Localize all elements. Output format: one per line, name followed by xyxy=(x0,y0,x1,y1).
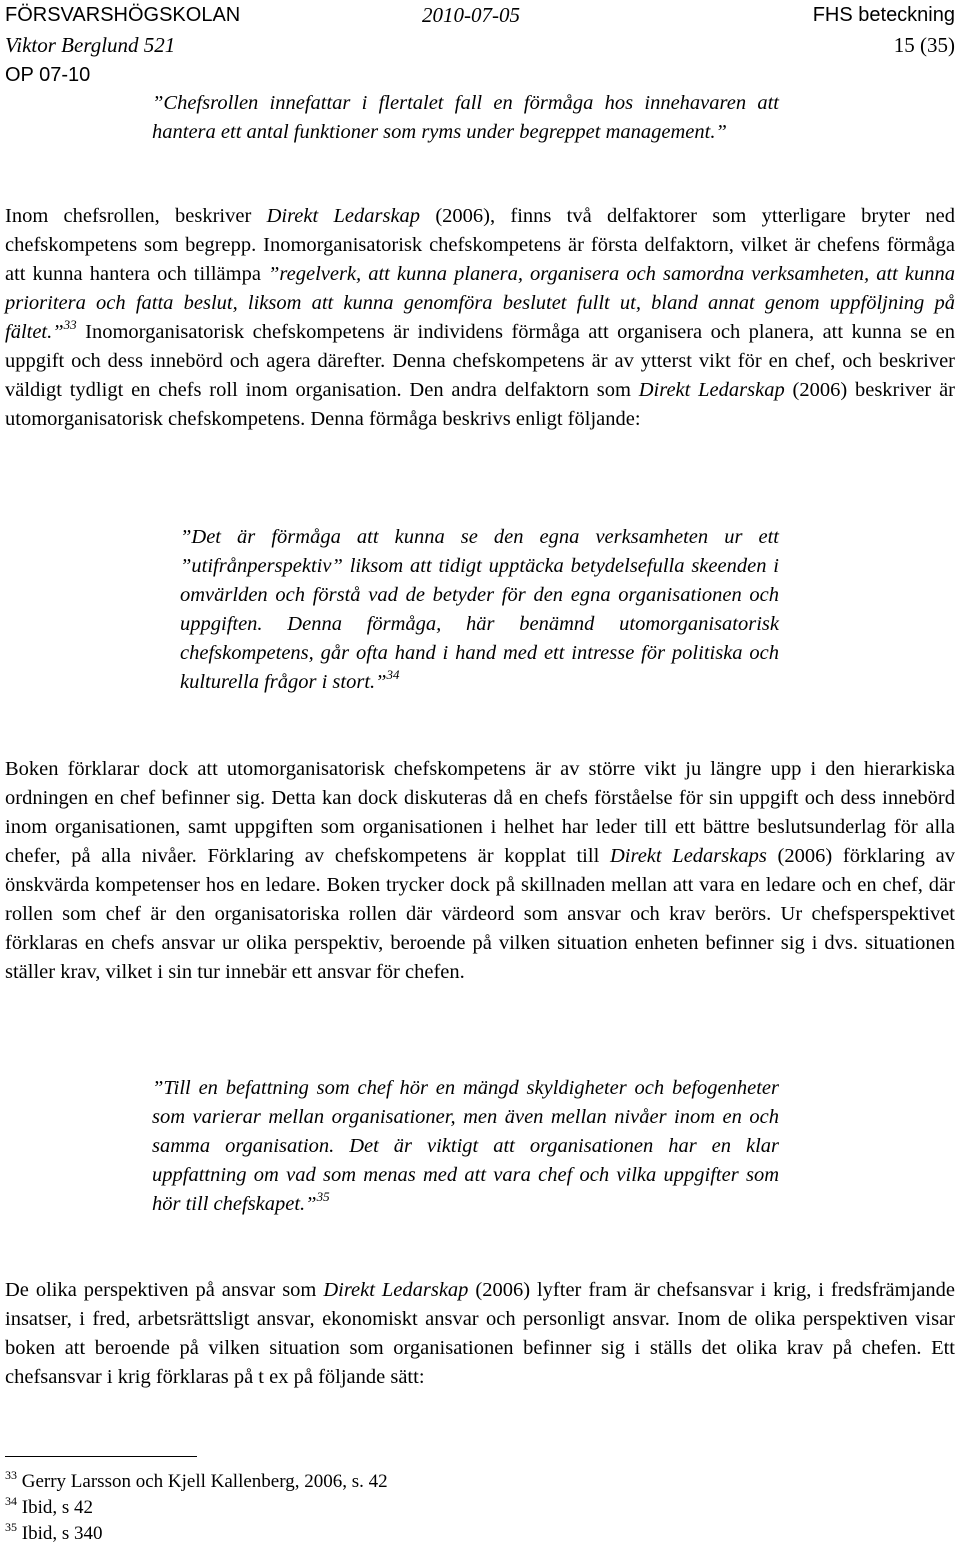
paragraph-3 xyxy=(5,1276,955,1392)
block-quote-3-text: ”Till en befattning som chef hör en mängd skyldigheter och befogenheter som varierar mellan organisationer, men även mellan nivåer inom en och samma organisation. Det är viktigt att organisationen har en klar uppfattning om vad som menas med att vara chef och vilka uppgifter som hör till chefskapet.” xyxy=(152,1077,779,1215)
book-title: Direkt Ledarskap xyxy=(266,205,421,227)
block-quote-3 xyxy=(152,1074,779,1219)
footnote-divider xyxy=(5,1456,197,1457)
paragraph-1-text-b: (2006), finns två delfaktorer som ytterligare bryter ned chefskompetens som begrepp. Inomorganisatorisk chefskompetens är första delfaktorn, vilket är chefens förmåga att kunna hantera och tillämpa xyxy=(5,205,955,285)
block-quote-2 xyxy=(180,523,779,697)
footnote-35 xyxy=(5,1521,388,1547)
header-school: FÖRSVARSHÖGSKOLAN xyxy=(5,4,241,26)
paragraph-3-text-a: De olika perspektiven på ansvar som xyxy=(5,1279,324,1301)
header-designation: FHS beteckning xyxy=(812,4,955,26)
footnotes xyxy=(5,1469,388,1547)
paragraph-2 xyxy=(5,755,955,987)
paragraph-2-text-b: (2006) förklaring av önskvärda kompetenser hos en ledare. Boken trycker dock på skillnaden mellan att vara en ledare och en chef, där rollen som chef är den organisatoriska rollen där värdeord som ansvar och krav berörs. Ur chefsperspektivet förklaras en chefs ansvar ur olika perspektiv, beroende på vilken situation enheten befinner sig i dvs. situationen ställer krav, vilket i sin tur innebär ett ansvar för chefen. xyxy=(5,845,955,983)
footnote-text: Gerry Larsson och Kjell Kallenberg, 2006, s. 42 xyxy=(21,1471,388,1492)
footnote-ref-34: 34 xyxy=(386,667,400,682)
footnote-number: 33 xyxy=(5,1468,17,1482)
footnote-ref-35: 35 xyxy=(316,1189,330,1204)
footnote-number: 34 xyxy=(5,1494,17,1508)
footnote-text: Ibid, s 340 xyxy=(21,1523,103,1544)
page-header xyxy=(5,0,955,90)
paragraph-3-text-b: (2006) lyfter fram är chefsansvar i krig, i fredsfrämjande insatser, i fred, arbetsrättsligt ansvar, ekonomiskt ansvar och personligt ansvar. Inom de olika perspektiven visar boken att beroende på vilken situation som organisationen befinner sig i ställs det olika krav på chefen. Ett chefsansvar i krig förklaras på t ex på följande sätt: xyxy=(5,1279,955,1388)
header-page-number: 15 (35) xyxy=(893,33,955,57)
footnote-33 xyxy=(5,1469,388,1495)
header-course: OP 07-10 xyxy=(5,64,91,86)
paragraph-1 xyxy=(5,202,955,434)
block-quote-1: ”Chefsrollen innefattar i flertalet fall en förmåga hos innehavaren att hantera ett antal funktioner som ryms under begreppet management.” xyxy=(152,92,779,143)
inline-quote: ”regelverk, att kunna planera, organisera och samordna verksamheten, att kunna prioritera och fatta beslut, liksom att kunna genomföra beslutet fullt ut, bland annat genom uppföljning på fältet.” xyxy=(5,263,955,343)
paragraph-1-text-a: Inom chefsrollen, beskriver xyxy=(5,205,267,227)
footnote-number: 35 xyxy=(5,1520,17,1534)
footnote-text: Ibid, s 42 xyxy=(21,1497,93,1518)
paragraph-2-text-a: Boken förklarar dock att utomorganisatorisk chefskompetens är av större vikt ju längre upp i den hierarkiska ordningen en chef befinner sig. Detta kan dock diskuteras då en chefs förståelse för sin uppgift och dess innebörd inom organisationen, samt uppgiften som organisationen i helhet har leder till ett bättre beslutsunderlag för alla chefer, på alla nivåer. Förklaring av chefskompetens är kopplat till xyxy=(5,758,955,867)
header-author: Viktor Berglund 521 xyxy=(5,33,176,57)
paragraph-1-text-c: Inomorganisatorisk chefskompetens är individens förmåga att organisera och planera, att kunna se en uppgift och dess innebörd och agera därefter. Denna chefskompetens är av ytterst vikt för en chef, och beskriver väldigt tydligt en chefs roll inom organisation. Den andra delfaktorn som xyxy=(5,321,955,401)
footnote-ref-33: 33 xyxy=(63,317,77,332)
book-title: Direkt Ledarskap xyxy=(323,1279,469,1301)
book-title: Direkt Ledarskap xyxy=(638,379,785,401)
footnote-34 xyxy=(5,1495,388,1521)
header-date: 2010-07-05 xyxy=(422,3,520,27)
paragraph-1-text-d: (2006) beskriver är utomorganisatorisk chefskompetens. Denna förmåga beskrivs enligt följande: xyxy=(5,379,955,430)
block-quote-2-text: ”Det är förmåga att kunna se den egna verksamheten ur ett ”utifrånperspektiv” liksom att tidigt upptäcka betydelsefulla skeenden i omvärlden och förstå vad de betyder för den egna organisationen och uppgiften. Denna förmåga, här benämnd utomorganisatorisk chefskompetens, går ofta hand i hand med ett intresse för politiska och kulturella frågor i stort.” xyxy=(180,526,779,693)
book-title: Direkt Ledarskaps xyxy=(609,845,767,867)
